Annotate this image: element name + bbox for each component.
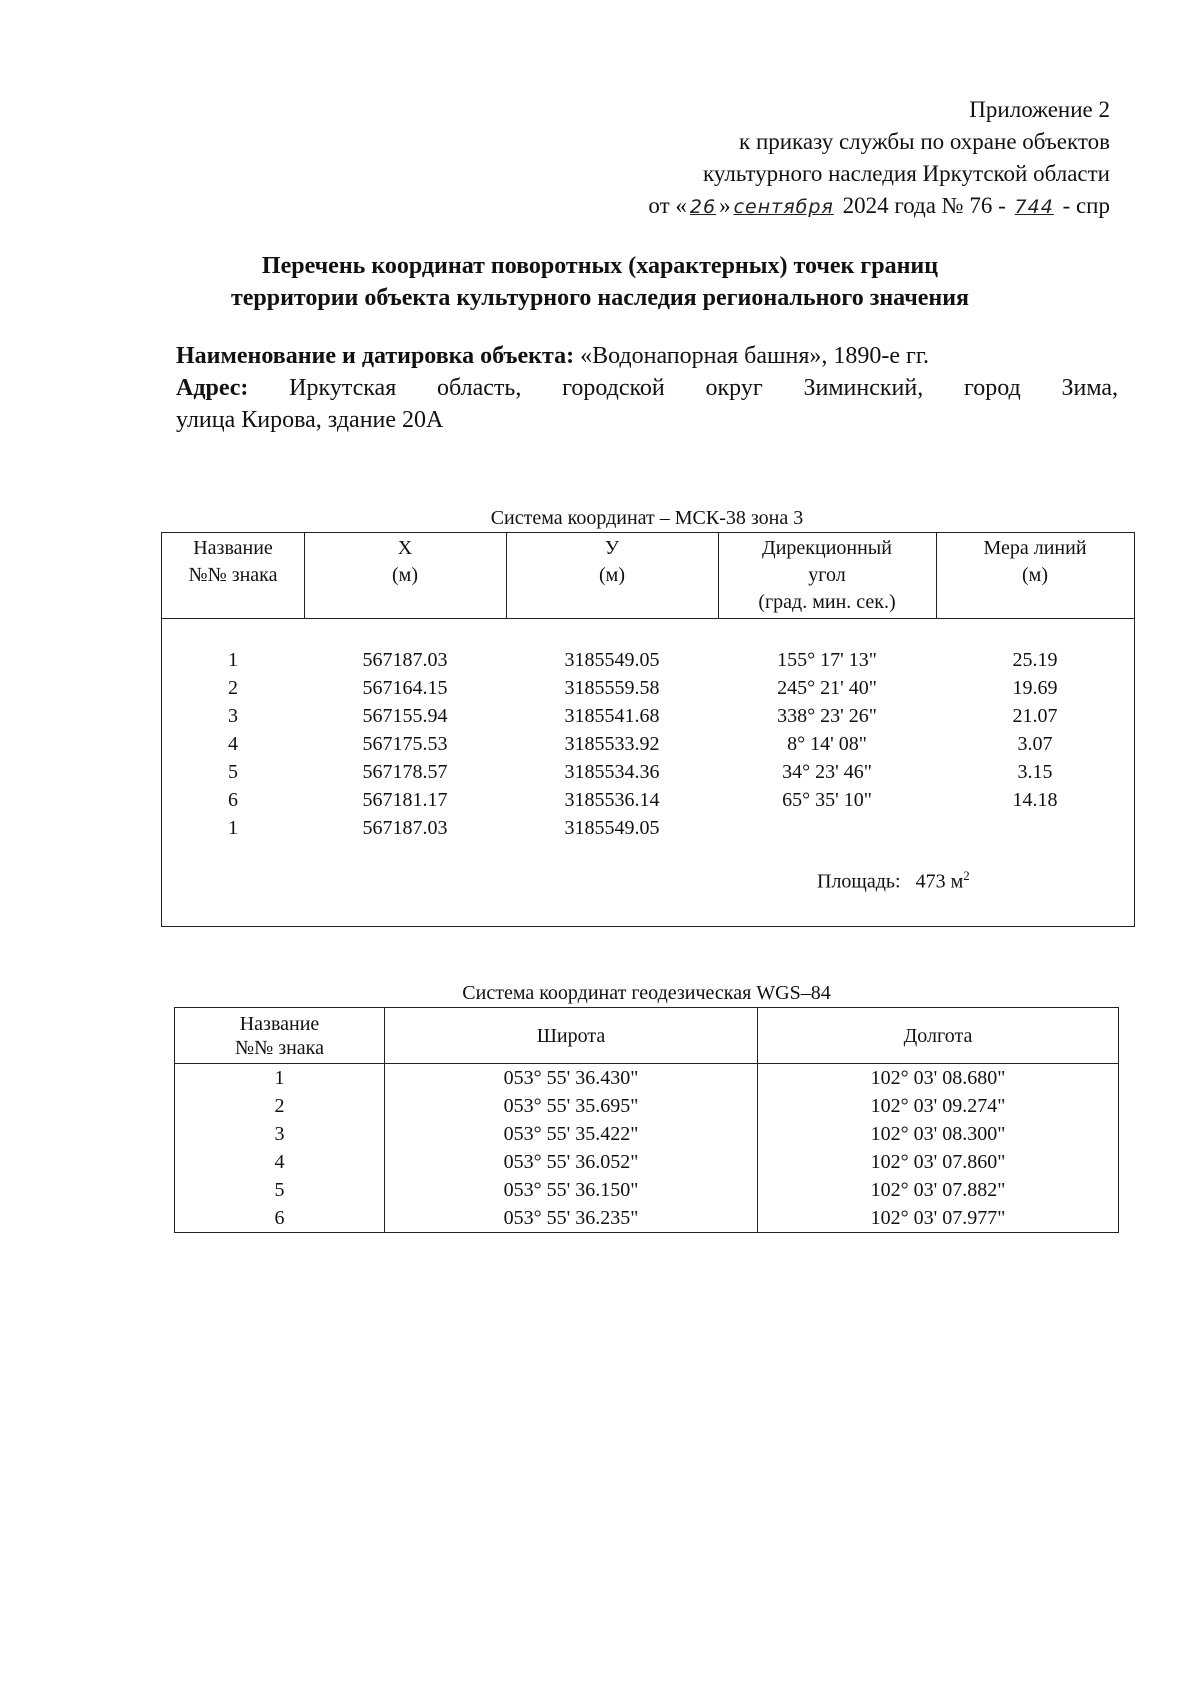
- table-cell: 3185541.68: [564, 705, 660, 727]
- table-cell: 053° 55' 36.150": [385, 1176, 758, 1204]
- table-cell: 567155.94: [362, 705, 448, 727]
- handwritten-day: 26: [689, 196, 717, 218]
- table-cell: 3185549.05: [564, 649, 660, 671]
- table-cell: 567181.17: [362, 789, 448, 811]
- table-cell: 245° 21' 40": [777, 677, 877, 699]
- area-value: 473 м: [915, 870, 964, 893]
- area-summary: Площадь: 473 $м^2$: [817, 868, 970, 893]
- order-ref-line: культурного наследия Иркутской области: [703, 161, 1110, 186]
- table-cell: 3185549.05: [564, 817, 660, 839]
- header-cell: Название №№ знака: [175, 1008, 385, 1064]
- table-cell: 6: [175, 1204, 385, 1233]
- table-cell: 21.07: [1012, 705, 1058, 727]
- object-address: Адрес: Иркутская область, городской округ Зиминский, город Зима,: [176, 375, 1118, 401]
- table-header: [175, 1008, 1119, 1064]
- table-cell: 3185533.92: [564, 733, 660, 755]
- table-cell: 053° 55' 36.235": [385, 1204, 758, 1233]
- table-cell: 567164.15: [362, 677, 448, 699]
- table-row: [175, 1092, 1119, 1120]
- table-header: [162, 533, 1134, 619]
- table-cell: 102° 03' 07.860": [758, 1148, 1119, 1176]
- table-cell: 3: [228, 705, 238, 727]
- table-cell: 1: [228, 649, 238, 671]
- table-row: [162, 674, 1134, 702]
- table-cell: 567187.03: [362, 817, 448, 839]
- wgs84-coordinates-table: [174, 1007, 1119, 1233]
- table-cell: 102° 03' 07.882": [758, 1176, 1119, 1204]
- table-row: [162, 814, 1134, 842]
- table-cell: 3.15: [1017, 761, 1053, 783]
- table-cell: 3185534.36: [564, 761, 660, 783]
- table-cell: 4: [175, 1148, 385, 1176]
- table-row: [175, 1176, 1119, 1204]
- table-row: [162, 646, 1134, 674]
- table-cell: 102° 03' 08.300": [758, 1120, 1119, 1148]
- table-cell: 8° 14' 08": [787, 733, 867, 755]
- header-cell: X (м): [392, 537, 418, 586]
- table-cell: 14.18: [1012, 789, 1058, 811]
- header-cell: Мера линий (м): [983, 537, 1087, 586]
- appendix-number: Приложение 2: [969, 97, 1110, 122]
- table-cell: 19.69: [1012, 677, 1058, 699]
- table-cell: 567178.57: [362, 761, 448, 783]
- object-info: [176, 340, 1118, 436]
- table-cell: 25.19: [1012, 649, 1058, 671]
- table-body: [175, 1064, 1119, 1233]
- document-title: Перечень координат поворотных (характерных) точек границ территории объекта культурного наследия регионального значения: [230, 253, 970, 311]
- table-cell: 1: [228, 817, 238, 839]
- table-cell: 4: [228, 733, 238, 755]
- table-cell: 102° 03' 07.977": [758, 1204, 1119, 1233]
- object-name: Наименование и датировка объекта: «Водонапорная башня», 1890-е гг.: [176, 343, 930, 369]
- table-cell: 567175.53: [362, 733, 448, 755]
- table-row: [175, 1064, 1119, 1093]
- table-row: [175, 1148, 1119, 1176]
- handwritten-month: сентября: [733, 196, 834, 218]
- table-cell: 102° 03' 09.274": [758, 1092, 1119, 1120]
- table-cell: 3: [175, 1120, 385, 1148]
- table-row: [162, 758, 1134, 786]
- table-cell: 3185536.14: [564, 789, 660, 811]
- table-cell: 053° 55' 35.695": [385, 1092, 758, 1120]
- table-cell: 3.07: [1017, 733, 1053, 755]
- msk-coordinates-table: [161, 532, 1135, 927]
- table-cell: 5: [228, 761, 238, 783]
- order-ref-line: к приказу службы по охране объектов: [739, 129, 1110, 154]
- table-cell: 2: [175, 1092, 385, 1120]
- table2-caption: Система координат геодезическая WGS–84: [462, 982, 831, 1004]
- header-cell: Название №№ знака: [188, 537, 278, 586]
- table-cell: 6: [228, 789, 238, 811]
- table-row: [175, 1120, 1119, 1148]
- header-cell: Долгота: [758, 1008, 1119, 1064]
- table-cell: 2: [228, 677, 238, 699]
- table-cell: 053° 55' 36.430": [385, 1064, 758, 1093]
- table-cell: 5: [175, 1176, 385, 1204]
- header-cell: Широта: [385, 1008, 758, 1064]
- table-row: [162, 730, 1134, 758]
- table-cell: 053° 55' 35.422": [385, 1120, 758, 1148]
- table-row: [162, 702, 1134, 730]
- table-cell: 053° 55' 36.052": [385, 1148, 758, 1176]
- table-cell: 155° 17' 13": [777, 649, 877, 671]
- table-cell: 1: [175, 1064, 385, 1093]
- table-cell: 338° 23' 26": [777, 705, 877, 727]
- table-row: [162, 786, 1134, 814]
- table1-caption: Система координат – МСК-38 зона 3: [490, 507, 804, 529]
- appendix-header: [648, 94, 1110, 223]
- header-cell: У (м): [599, 537, 625, 586]
- table-cell: 102° 03' 08.680": [758, 1064, 1119, 1093]
- table-cell: 34° 23' 46": [782, 761, 872, 783]
- table-cell: 3185559.58: [564, 677, 660, 699]
- table-cell: 65° 35' 10": [782, 789, 872, 811]
- order-date-line: от « 26 » сентября 2024 года № 76 - 744 - спр: [648, 193, 1110, 218]
- header-cell: Дирекционный угол (град. мин. сек.): [758, 537, 896, 613]
- handwritten-order-number: 744: [1014, 196, 1054, 218]
- table-cell: 567187.03: [362, 649, 448, 671]
- table-row: [175, 1204, 1119, 1233]
- object-address-continued: улица Кирова, здание 20А: [176, 407, 444, 433]
